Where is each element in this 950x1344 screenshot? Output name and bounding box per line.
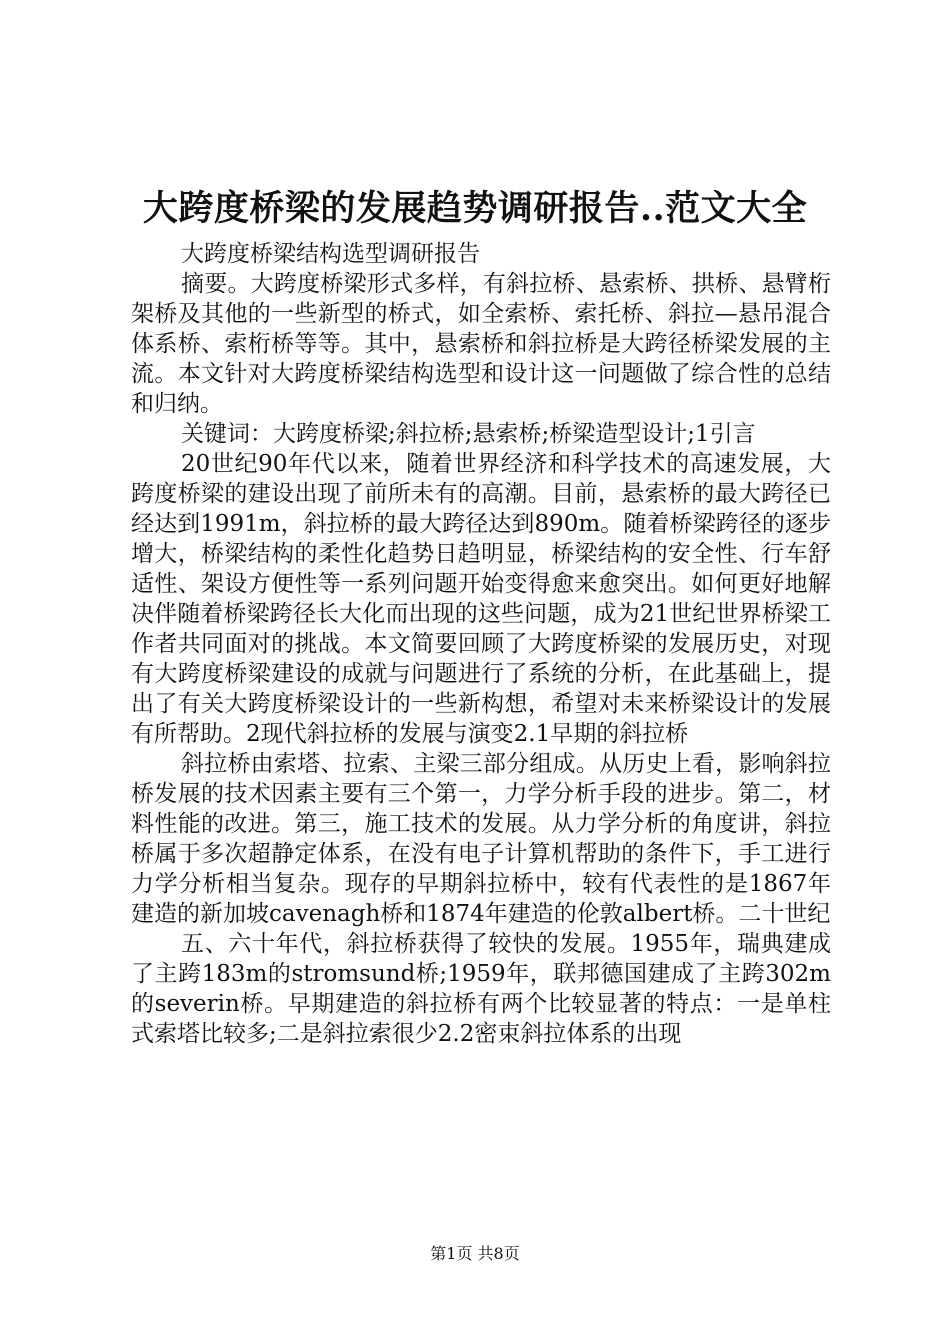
introduction-paragraph: 20世纪90年代以来，随着世界经济和科学技术的高速发展，大跨度桥梁的建设出现了前所未有的高潮。目前，悬索桥的最大跨径已经达到1991m，斜拉桥的最大跨径达到890m。随着桥梁跨径的逐步增大，桥梁结构的柔性化趋势日趋明显，桥梁结构的安全性、行车舒适性、架设方便性等一系列问题开始变得愈来愈突出。如何更好地解决伴随着桥梁跨径长大化而出现的这些问题，成为21世纪世界桥梁工作者共同面对的挑战。本文简要回顾了大跨度桥梁的发展历史，对现有大跨度桥梁建设的成就与问题进行了系统的分析，在此基础上，提出了有关大跨度桥梁设计的一些新构想，希望对未来桥梁设计的发展有所帮助。2现代斜拉桥的发展与演变2.1早期的斜拉桥 [131,451,831,747]
subtitle-paragraph: 大跨度桥梁结构选型调研报告 [181,241,480,267]
document-title: 大跨度桥梁的发展趋势调研报告..范文大全 [142,188,808,229]
abstract-paragraph: 摘要。大跨度桥梁形式多样，有斜拉桥、悬索桥、拱桥、悬臂桁架桥及其他的一些新型的桥式，如全索桥、索托桥、斜拉—悬吊混合体系桥、索桁桥等等。其中，悬索桥和斜拉桥是大跨径桥梁发展的主流。本文针对大跨度桥梁结构选型和设计这一问题做了综合性的总结和归纳。 [131,271,831,417]
keywords-paragraph: 关键词：大跨度桥梁;斜拉桥;悬索桥;桥梁造型设计;1引言 [181,421,756,447]
page-number-footer: 第1页 共8页 [430,1244,520,1263]
cable-stayed-history-paragraph: 斜拉桥由索塔、拉索、主梁三部分组成。从历史上看，影响斜拉桥发展的技术因素主要有三个第一，力学分析手段的进步。第二，材料性能的改进。第三，施工技术的发展。从力学分析的角度讲，斜拉桥属于多次超静定体系，在没有电子计算机帮助的条件下，手工进行力学分析相当复杂。现存的早期斜拉桥中，较有代表性的是1867年建造的新加坡cavenagh桥和1874年建造的伦敦albert桥。二十世纪 [131,751,831,927]
document-body [131,235,831,1049]
development-paragraph: 五、六十年代，斜拉桥获得了较快的发展。1955年，瑞典建成了主跨183m的stromsund桥;1959年，联邦德国建成了主跨302m的severin桥。早期建造的斜拉桥有两个比较显著的特点：一是单柱式索塔比较多;二是斜拉索很少2.2密束斜拉体系的出现 [131,931,831,1047]
